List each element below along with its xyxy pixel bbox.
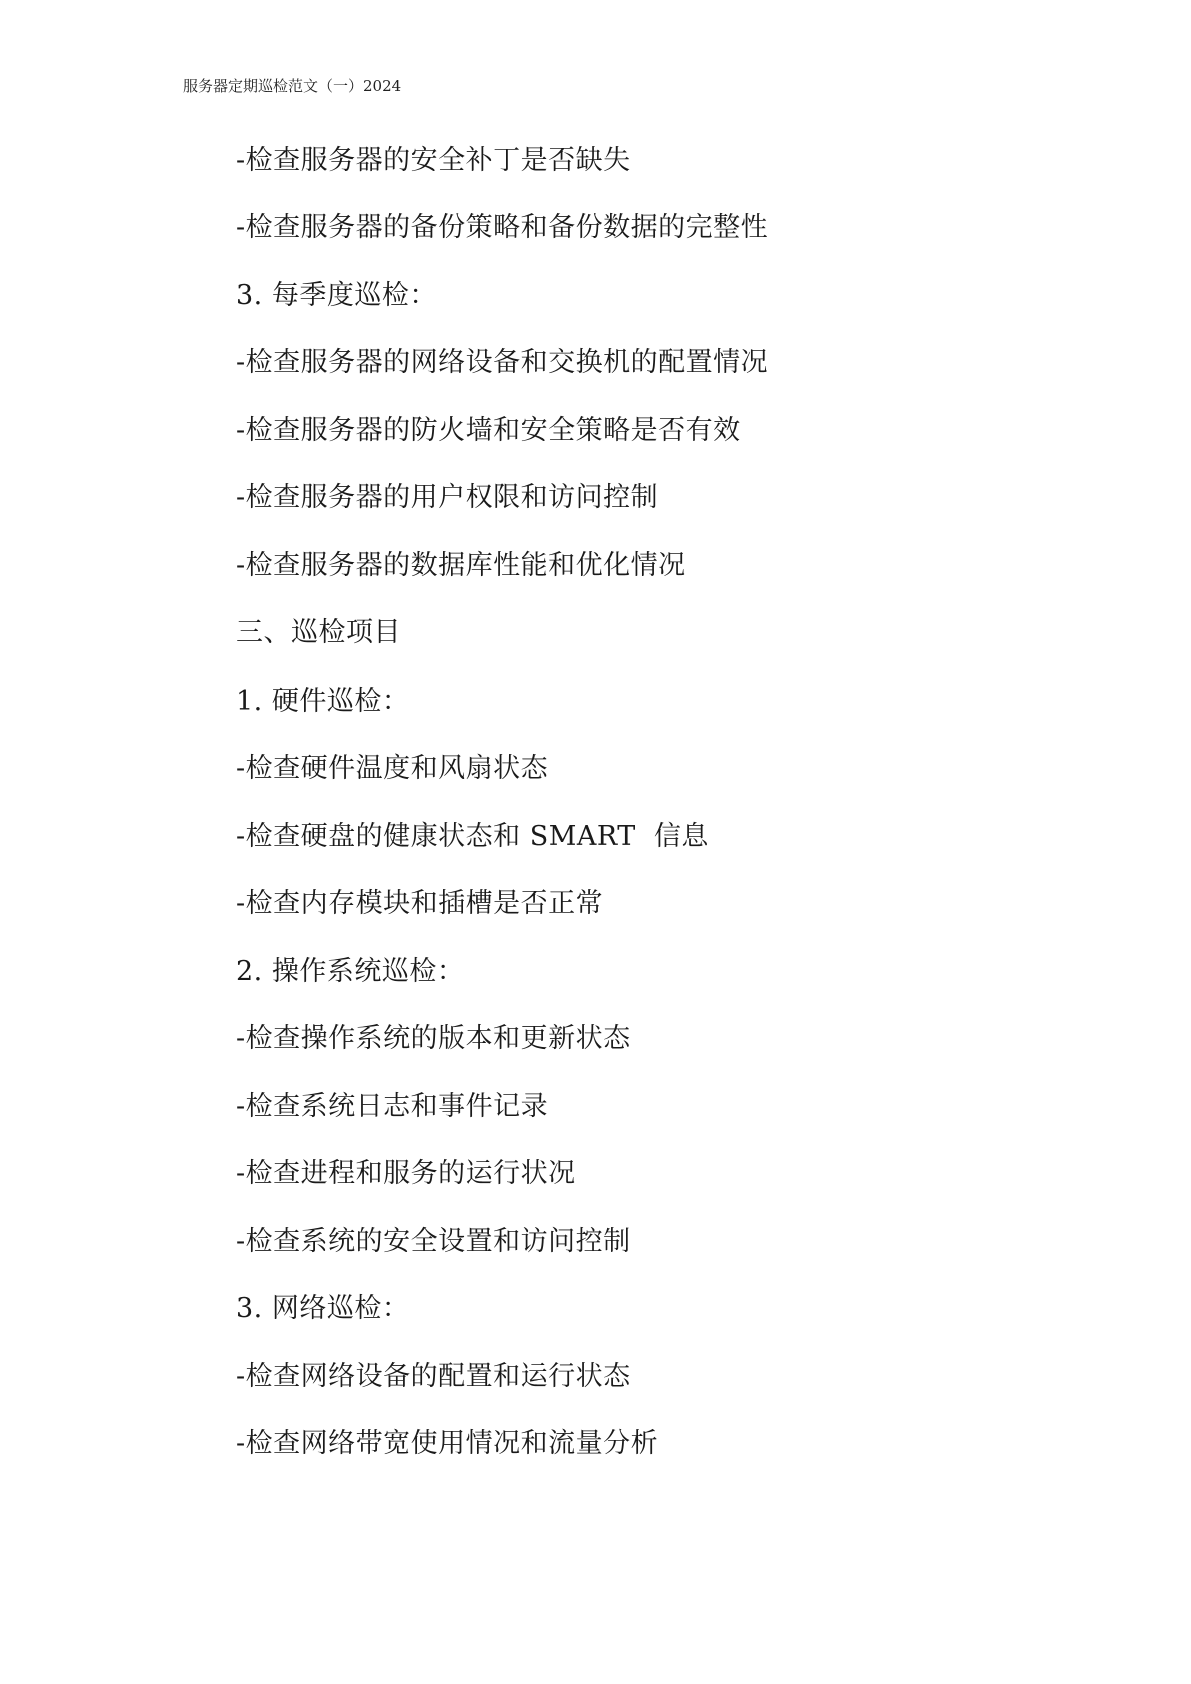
section-heading: 2. 操作系统巡检： [236, 956, 465, 987]
text-line: -检查服务器的防火墙和安全策略是否有效 [236, 415, 741, 446]
text-line: -检查网络设备的配置和运行状态 [236, 1361, 631, 1392]
text-line: -检查服务器的备份策略和备份数据的完整性 [236, 212, 769, 243]
text-line: -检查硬盘的健康状态和 SMART 信息 [236, 821, 709, 852]
section-heading: 1. 硬件巡检： [236, 686, 410, 717]
text-line: -检查系统日志和事件记录 [236, 1091, 549, 1122]
text-line: -检查硬件温度和风扇状态 [236, 753, 549, 784]
section-heading: 3. 网络巡检： [236, 1293, 410, 1324]
section-heading: 3. 每季度巡检： [236, 280, 437, 311]
text-line: -检查进程和服务的运行状况 [236, 1158, 576, 1189]
text-line: -检查网络带宽使用情况和流量分析 [236, 1428, 659, 1459]
text-line: -检查服务器的数据库性能和优化情况 [236, 550, 686, 581]
text-line: -检查服务器的安全补丁是否缺失 [236, 145, 631, 176]
running-header: 服务器定期巡检范文（一）2024 [183, 77, 402, 95]
text-line: -检查系统的安全设置和访问控制 [236, 1226, 631, 1257]
text-line: -检查服务器的用户权限和访问控制 [236, 482, 659, 513]
chapter-heading: 三、巡检项目 [236, 617, 401, 648]
text-line: -检查服务器的网络设备和交换机的配置情况 [236, 347, 769, 378]
text-line: -检查内存模块和插槽是否正常 [236, 888, 604, 919]
text-line: -检查操作系统的版本和更新状态 [236, 1023, 631, 1054]
